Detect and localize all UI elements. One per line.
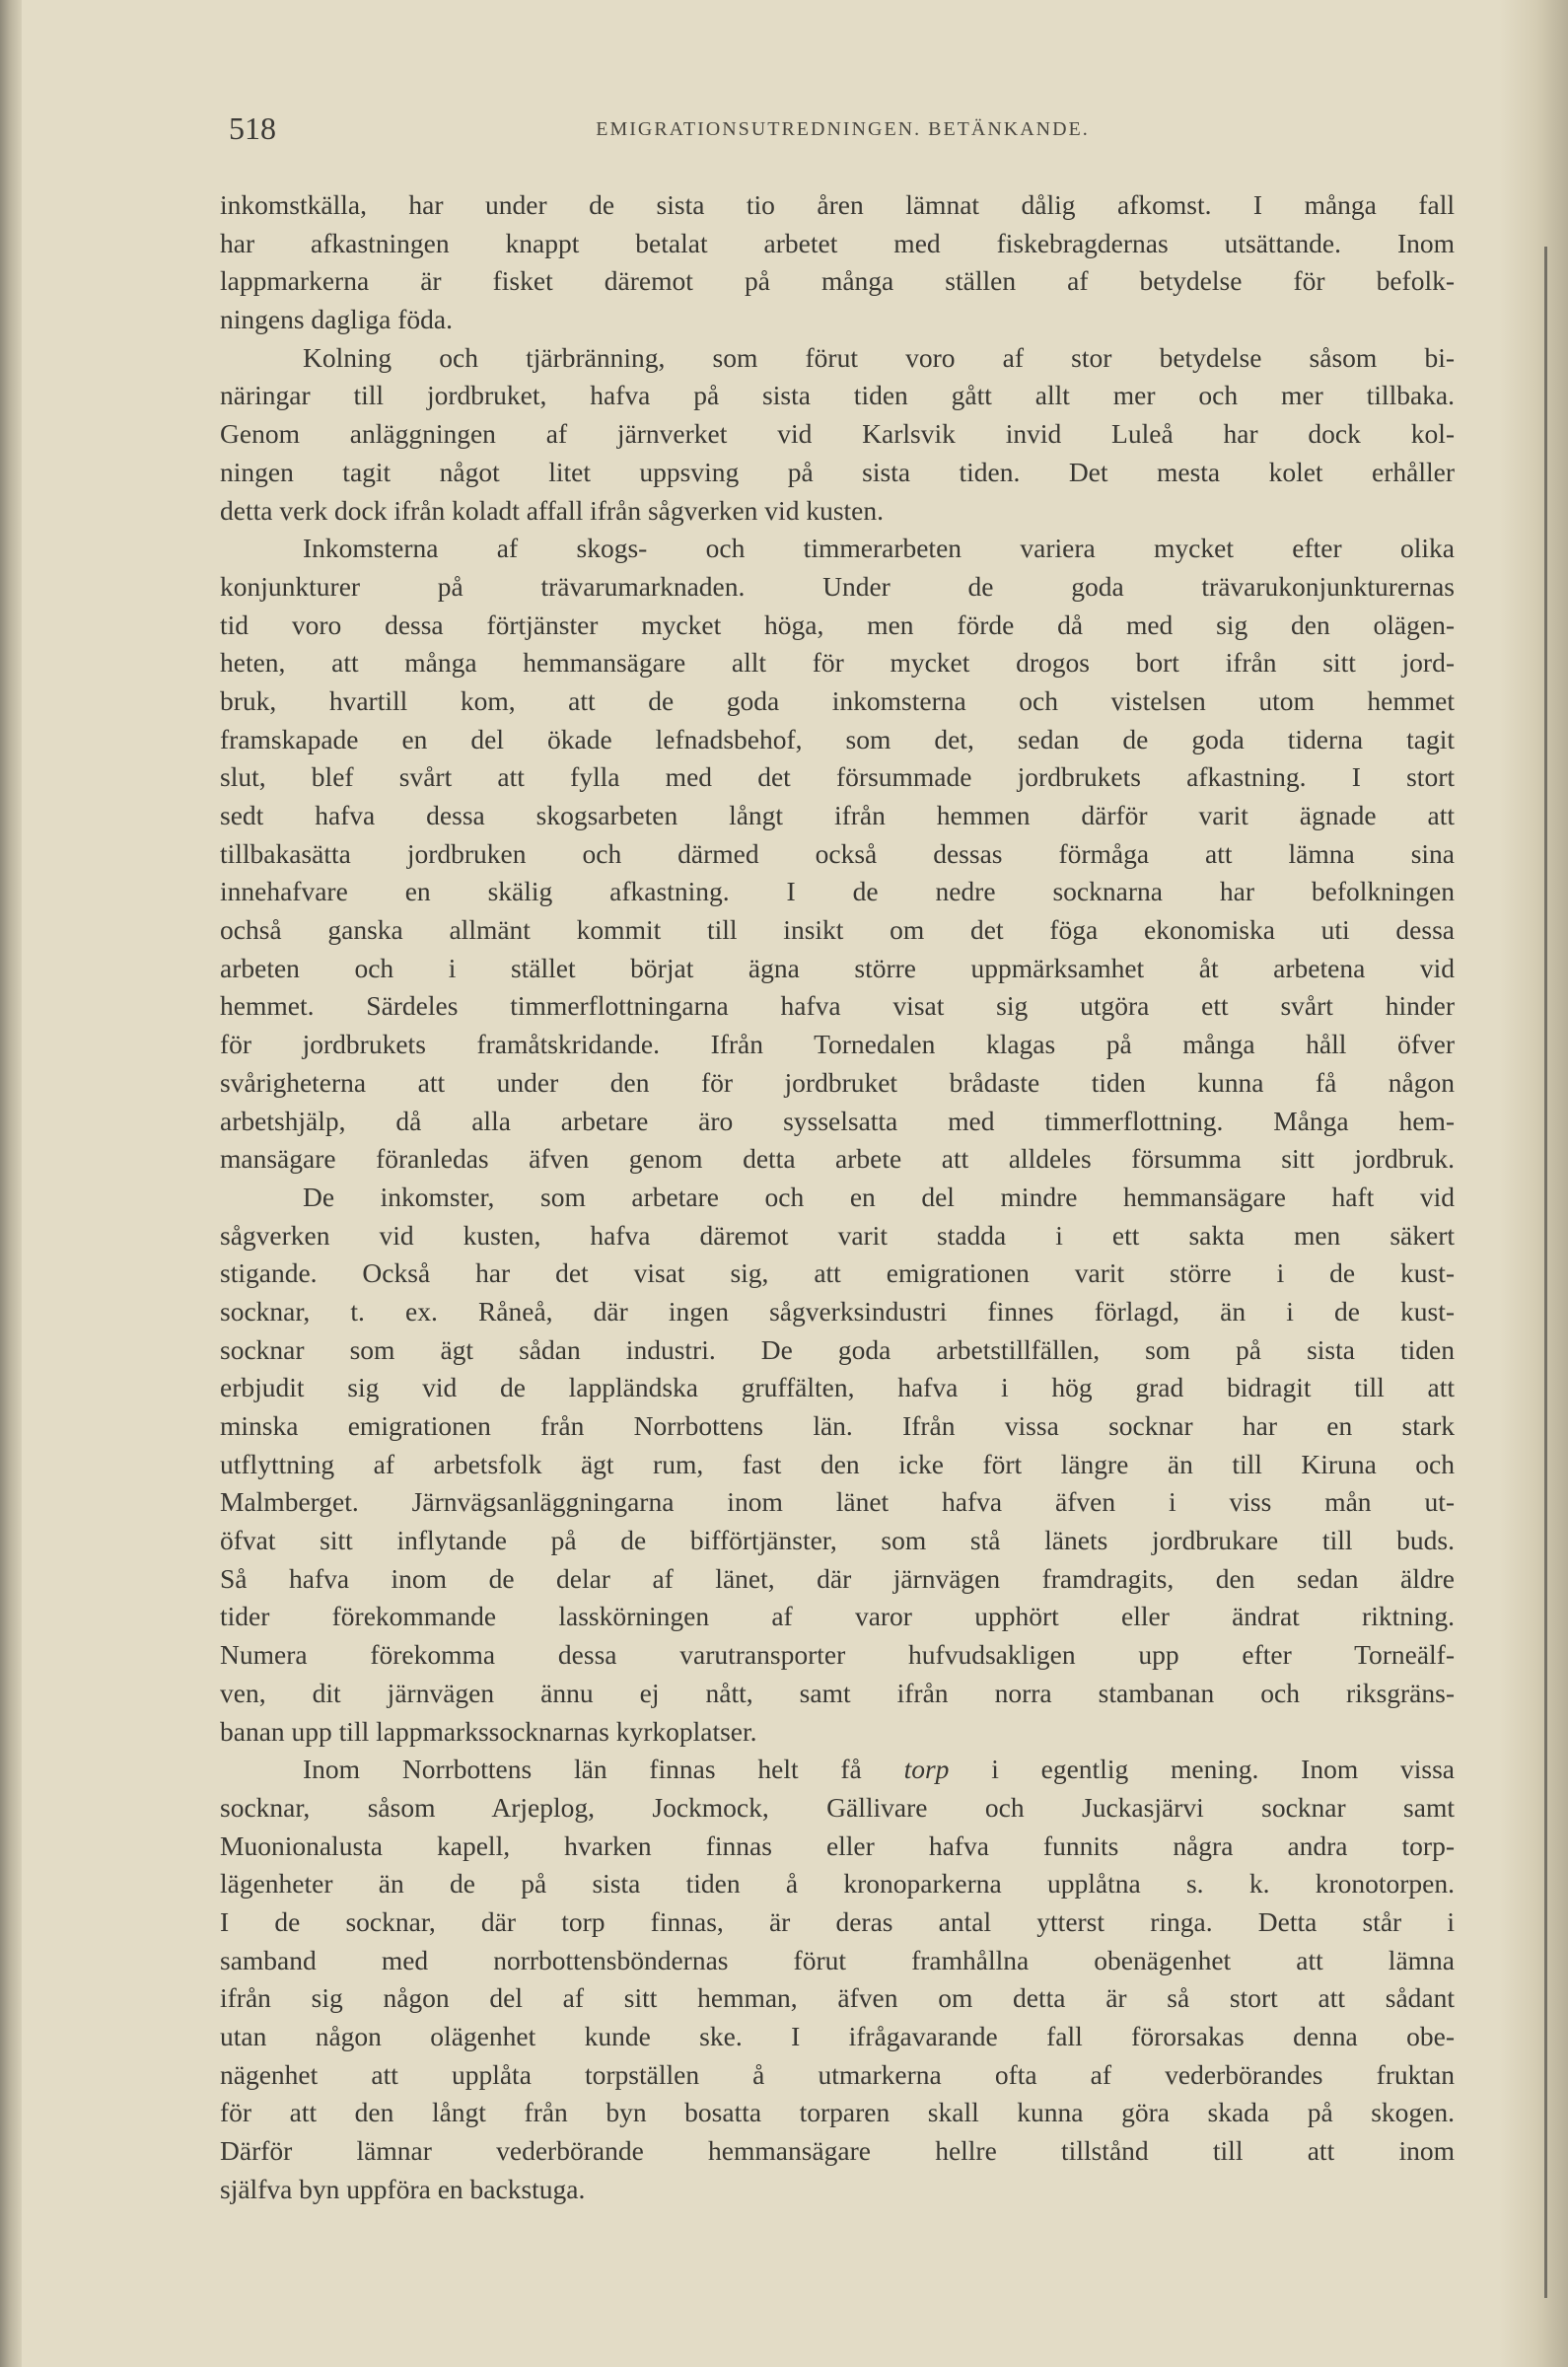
- text-line: I de socknar, där torp finnas, är deras antal ytterst ringa. Detta står i: [220, 1905, 1455, 1937]
- text-line: Muonionalusta kapell, hvarken finnas eller hafva funnits några andra torp-: [220, 1829, 1455, 1861]
- text-line: lappmarkerna är fisket däremot på många ställen af betydelse för befolk-: [220, 265, 1455, 297]
- text-line: framskapade en del ökade lefnadsbehof, som det, sedan de goda tiderna tagit: [220, 723, 1455, 754]
- text-line: stigande. Också har det visat sig, att emigrationen varit större i de kust-: [220, 1257, 1455, 1289]
- text-line-with-italic: [220, 1751, 1455, 1789]
- text-line: tillbakasätta jordbruken och därmed också dessas förmåga att lämna sina: [220, 837, 1455, 869]
- text-line: lägenheter än de på sista tiden å kronoparkerna upplåtna s. k. kronotorpen.: [220, 1868, 1455, 1900]
- text-line: konjunkturer på trävarumarknaden. Under de goda trävarukonjunkturernas: [220, 570, 1455, 602]
- text-line: erbjudit sig vid de lappländska gruffälten, hafva i hög grad bidragit till att: [220, 1372, 1455, 1403]
- text-line: banan upp till lappmarkssocknarnas kyrkoplatser.: [220, 1715, 757, 1747]
- text-line: tider förekommande lasskörningen af varor upphört eller ändrat riktning.: [220, 1601, 1455, 1632]
- text-line: samband med norrbottensböndernas förut framhållna obenägenhet att lämna: [220, 1944, 1455, 1975]
- running-title: EMIGRATIONSUTREDNINGEN. BETÄNKANDE.: [596, 118, 1090, 140]
- text-line: arbeten och i stället börjat ägna större uppmärksamhet åt arbetena vid: [220, 952, 1455, 983]
- text-line: Så hafva inom de delar af länet, där järnvägen framdragits, den sedan äldre: [220, 1562, 1455, 1594]
- text-line: Malmberget. Järnvägsanläggningarna inom länet hafva äfven i viss mån ut-: [220, 1486, 1455, 1518]
- text-segment: i egentlig mening. Inom vissa: [991, 1754, 1455, 1785]
- text-line: utan någon olägenhet kunde ske. I ifrågavarande fall förorsakas denna obe-: [220, 2021, 1455, 2051]
- page-number: 518: [229, 110, 276, 146]
- text-line: ningens dagliga föda.: [220, 304, 453, 335]
- text-segment: Inom Norrbottens län finnas helt få: [303, 1754, 862, 1785]
- text-line: innehafvare en skälig afkastning. I de nedre socknarna har befolkningen: [220, 876, 1455, 907]
- text-line: inkomstkälla, har under de sista tio åren lämnat dålig afkomst. I många fall: [220, 189, 1455, 220]
- body-text: [220, 186, 1455, 2208]
- italic-term: torp: [903, 1754, 950, 1785]
- text-line: De inkomster, som arbetare och en del mindre hemmansägare haft vid: [303, 1181, 1455, 1212]
- text-line: Därför lämnar vederbörande hemmansägare hellre tillstånd till att inom: [220, 2135, 1455, 2167]
- text-line: sågverken vid kusten, hafva däremot varit stadda i ett sakta men säkert: [220, 1219, 1455, 1251]
- text-line: Genom anläggningen af järnverket vid Karlsvik invid Luleå har dock kol-: [220, 418, 1455, 450]
- text-line: socknar som ägt sådan industri. De goda arbetstillfällen, som på sista tiden: [220, 1333, 1455, 1365]
- text-line: Numera förekomma dessa varutransporter hufvudsakligen upp efter Torneälf-: [220, 1639, 1455, 1671]
- text-line: socknar, såsom Arjeplog, Jockmock, Gällivare och Juckasjärvi socknar samt: [220, 1791, 1455, 1823]
- text-line: Kolning och tjärbränning, som förut voro af stor betydelse såsom bi-: [303, 341, 1455, 373]
- text-line: för att den långt från byn bosatta torparen skall kunna göra skada på skogen.: [220, 2097, 1455, 2128]
- text-line: hemmet. Särdeles timmerflottningarna hafva visat sig utgöra ett svårt hinder: [220, 990, 1455, 1022]
- text-line: minska emigrationen från Norrbottens län. Ifrån vissa socknar har en stark: [220, 1410, 1455, 1441]
- text-line: för jordbrukets framåtskridande. Ifrån Tornedalen klagas på många håll öfver: [220, 1029, 1455, 1060]
- text-line: nägenhet att upplåta torpställen å utmarkerna ofta af vederbörandes fruktan: [220, 2058, 1455, 2090]
- text-line: heten, att många hemmansägare allt för mycket drogos bort ifrån sitt jord-: [220, 647, 1455, 679]
- text-line: svårigheterna att under den för jordbruket brådaste tiden kunna få någon: [220, 1066, 1455, 1098]
- text-line: detta verk dock ifrån koladt affall ifrån sågverken vid kusten.: [220, 494, 884, 526]
- text-line: ningen tagit något litet uppsving på sista tiden. Det mesta kolet erhåller: [220, 456, 1455, 487]
- text-line: socknar, t. ex. Råneå, där ingen sågverksindustri finnes förlagd, än i de kust-: [220, 1295, 1455, 1327]
- text-line: arbetshjälp, då alla arbetare äro sysselsatta med timmerflottning. Många hem-: [220, 1105, 1455, 1136]
- text-line: näringar till jordbruket, hafva på sista tiden gått allt mer och mer tillbaka.: [220, 380, 1455, 411]
- text-line: Inkomsterna af skogs- och timmerarbeten variera mycket efter olika: [303, 533, 1455, 564]
- text-line: ven, dit järnvägen ännu ej nått, samt ifrån norra stambanan och riksgräns-: [220, 1677, 1455, 1708]
- text-line: ifrån sig någon del af sitt hemman, äfven om detta är så stort att sådant: [220, 1982, 1455, 2014]
- text-line: utflyttning af arbetsfolk ägt rum, fast den icke fört längre än till Kiruna och: [220, 1448, 1455, 1479]
- text-line: mansägare föranledas äfven genom detta arbete att alldeles försumma sitt jordbruk.: [220, 1143, 1455, 1175]
- text-line: ochså ganska allmänt kommit till insikt om det föga ekonomiska uti dessa: [220, 914, 1455, 946]
- text-line: slut, blef svårt att fylla med det försummade jordbrukets afkastning. I stort: [220, 761, 1455, 793]
- text-line: har afkastningen knappt betalat arbetet med fiskebragdernas utsättande. Inom: [220, 227, 1455, 258]
- text-line: öfvat sitt inflytande på de bifförtjänster, som stå länets jordbrukare till buds.: [220, 1525, 1455, 1556]
- text-line: sedt hafva dessa skogsarbeten långt ifrån hemmen därför varit ägnade att: [220, 800, 1455, 830]
- text-line: tid voro dessa förtjänster mycket höga, men förde då med sig den olägen-: [220, 609, 1455, 640]
- text-line: själfva byn uppföra en backstuga.: [220, 2173, 586, 2204]
- text-line: bruk, hvartill kom, att de goda inkomsterna och vistelsen utom hemmet: [220, 684, 1455, 716]
- running-head: [229, 110, 1457, 150]
